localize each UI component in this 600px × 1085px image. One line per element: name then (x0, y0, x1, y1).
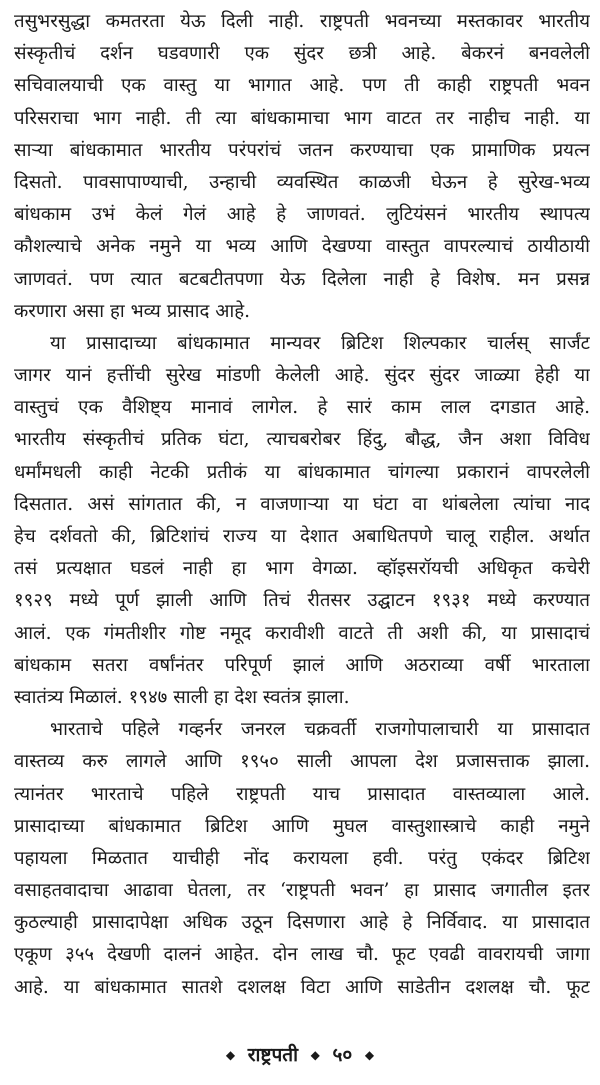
text-line: भारतीय संस्कृतीचं प्रतिक घंटा, त्याचबरोबर हिंदु, बौद्ध, जैन अशा विविध (14, 429, 590, 451)
text-line: संस्कृतीचं दर्शन घडवणारी एक सुंदर छत्री आहे. बेकरनं बनवलेली (14, 43, 590, 65)
text-line: बांधकाम सतरा वर्षांनंतर परिपूर्ण झालं आणि अठराव्या वर्षी भारताला (14, 654, 590, 676)
text-line: हेच दर्शवतो की, ब्रिटिशांचं राज्य या देशात अबाधितपणे चालू राहील. अर्थात (14, 526, 590, 547)
text-line: पहायला मिळतात याचीही नोंद करायला हवी. परंतु एकंदर ब्रिटिश (14, 847, 590, 869)
text-line: जाणवतं. पण त्यात बटबटीतपणा येऊ दिलेला नाही हे विशेष. मन प्रसन्न (14, 268, 590, 290)
page-number: ५० (332, 1044, 353, 1066)
text-line: वास्तुचं एक वैशिष्ट्य मानावं लागेल. हे सारं काम लाल दगडात आहे. (14, 397, 590, 419)
text-line: स्वातंत्र्य मिळालं. १९४७ साली हा देश स्वतंत्र झाला. (14, 686, 350, 708)
text-line: एकूण ३५५ देखणी दालनं आहेत. दोन लाख चौ. फूट एवढी वावरायची जागा (14, 944, 590, 966)
diamond-ornament-icon: ◆ (310, 1048, 320, 1062)
paragraph-3 (14, 714, 590, 1004)
text-line: तसं प्रत्यक्षात घडलं नाही हा भाग वेगळा. व्हॉइसरॉयची अधिकृत कचेरी (14, 558, 590, 580)
text-line: सचिवालयाची एक वास्तु या भागात आहे. पण ती काही राष्ट्रपती भवन (14, 75, 590, 97)
text-line: करणारा असा हा भव्य प्रासाद आहे. (14, 300, 251, 322)
text-line: आहे. या बांधकामात सातशे दशलक्ष विटा आणि साडेतीन दशलक्ष चौ. फूट (14, 976, 590, 998)
text-line: भारताचे पहिले गव्हर्नर जनरल चक्रवर्ती राजगोपालाचारी या प्रासादात (50, 719, 590, 741)
page-body (14, 6, 590, 1004)
page-footer (0, 1040, 600, 1070)
text-line: दिसतो. पावसापाण्याची, उन्हाची व्यवस्थित काळजी घेऊन हे सुरेख-भव्य (14, 171, 590, 193)
text-line: कुठल्याही प्रासादापेक्षा अधिक उठून दिसणारा आहे हे निर्विवाद. या प्रासादात (14, 912, 590, 934)
text-line: साऱ्या बांधकामात भारतीय परंपरांचं जतन करण्याचा एक प्रामाणिक प्रयत्न (14, 139, 590, 161)
paragraph-1 (14, 6, 590, 328)
text-line: त्यानंतर भारताचे पहिले राष्ट्रपती याच प्रासादात वास्तव्याला आले. (14, 783, 590, 805)
text-line: धर्मांमधली काही नेटकी प्रतीकं या बांधकामात चांगल्या प्रकारानं वापरलेली (14, 461, 590, 483)
diamond-ornament-icon: ◆ (364, 1048, 375, 1062)
paragraph-2 (14, 328, 590, 714)
text-line: आलं. एक गंमतीशीर गोष्ट नमूद करावीशी वाटते ती अशी की, या प्रासादाचं (14, 622, 590, 644)
text-line: वास्तव्य करु लागले आणि १९५० साली आपला देश प्रजासत्ताक झाला. (14, 751, 590, 773)
text-line: प्रासादाच्या बांधकामात ब्रिटिश आणि मुघल वास्तुशास्त्राचे काही नमुने (14, 815, 590, 837)
text-line: दिसतात. असं सांगतात की, न वाजणाऱ्या या घंटा वा थांबलेला त्यांचा नाद (14, 493, 590, 515)
text-line: जागर यानं हत्तींची सुरेख मांडणी केलेली आहे. सुंदर सुंदर जाळ्या हेही या (14, 365, 590, 387)
text-line: वसाहतवादाचा आढावा घेतला, तर ‘राष्ट्रपती भवन’ हा प्रासाद जगातील इतर (14, 880, 590, 902)
text-line: तसुभरसुद्धा कमतरता येऊ दिली नाही. राष्ट्रपती भवनच्या मस्तकावर भारतीय (14, 11, 590, 32)
text-line: बांधकाम उभं केलं गेलं आहे हे जाणवतं. लुटियंसनं भारतीय स्थापत्य (14, 204, 590, 226)
diamond-ornament-icon: ◆ (225, 1048, 236, 1062)
text-line: या प्रासादाच्या बांधकामात मान्यवर ब्रिटिश शिल्पकार चार्लस् सार्जंट (50, 332, 590, 354)
text-line: परिसराचा भाग नाही. ती त्या बांधकामाचा भाग वाटत तर नाहीच नाही. या (14, 107, 590, 129)
text-line: १९२९ मध्ये पूर्ण झाली आणि तिचं रीतसर उद्घाटन १९३१ मध्ये करण्यात (14, 590, 590, 612)
text-line: कौशल्याचे अनेक नमुने या भव्य आणि देखण्या वास्तुत वापरल्याचं ठायीठायी (14, 236, 590, 258)
running-title: राष्ट्रपती (247, 1044, 299, 1066)
